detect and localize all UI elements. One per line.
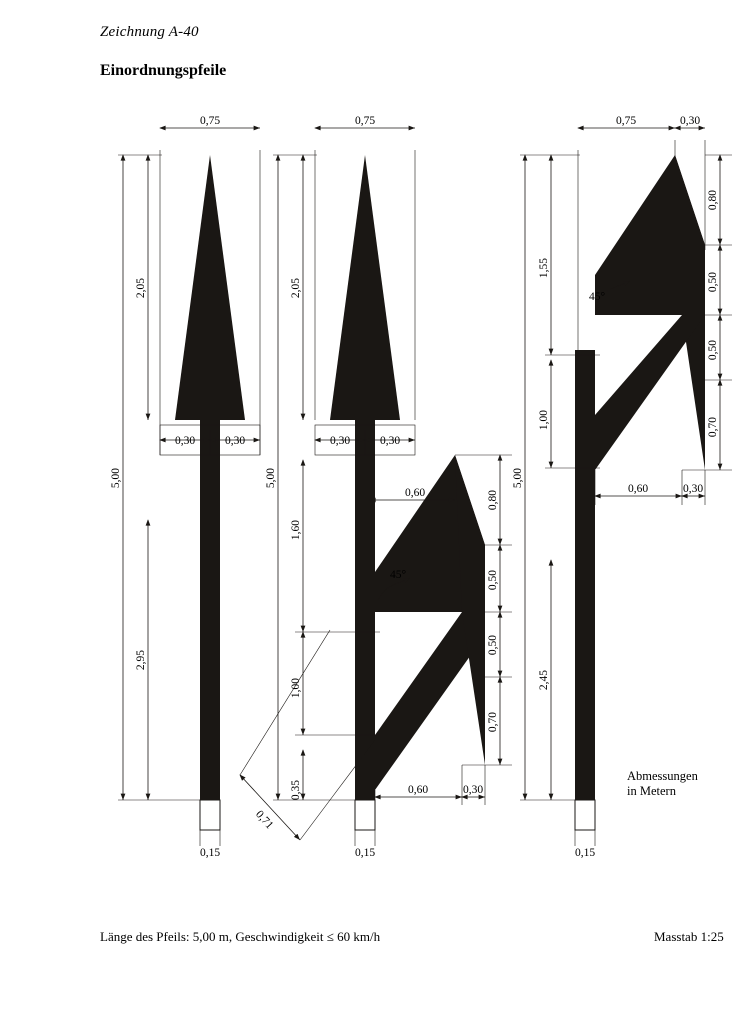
units-note-line2: in Metern bbox=[627, 784, 676, 798]
dim-label-015-f3: 0,15 bbox=[574, 847, 596, 859]
dim-label-071-f2: 0,71 bbox=[253, 808, 276, 832]
angle-label-45-f2: 45° bbox=[389, 569, 407, 581]
dim-label-500-f2: 5,00 bbox=[265, 467, 277, 489]
arrow-stub-turn bbox=[575, 800, 595, 830]
dim-label-070-f2: 0,70 bbox=[487, 711, 499, 733]
dim-label-295-f1: 2,95 bbox=[135, 649, 147, 671]
dim-label-030b-f1: 0,30 bbox=[224, 435, 246, 447]
dim-label-030-lower-f2: 0,30 bbox=[462, 784, 484, 796]
dim-label-015-f2: 0,15 bbox=[354, 847, 376, 859]
dim-label-060-f3: 0,60 bbox=[627, 483, 649, 495]
dim-label-030b-f2: 0,30 bbox=[379, 435, 401, 447]
dim-label-205-f2: 2,05 bbox=[290, 277, 302, 299]
dim-label-500-f3: 5,00 bbox=[512, 467, 524, 489]
page-title: Einordnungspfeile bbox=[100, 62, 227, 79]
arrow-head-straight bbox=[175, 155, 245, 420]
dim-label-500-f1: 5,00 bbox=[110, 467, 122, 489]
dim-label-050b-f2: 0,50 bbox=[487, 634, 499, 656]
arrow-stub-combined bbox=[355, 800, 375, 830]
dim-label-060-lower-f2: 0,60 bbox=[407, 784, 429, 796]
dim-label-075-f3: 0,75 bbox=[615, 115, 637, 127]
dim-label-100-f3: 1,00 bbox=[538, 409, 550, 431]
units-note-line1: Abmessungen bbox=[627, 769, 698, 783]
dim-label-070-f3: 0,70 bbox=[707, 416, 719, 438]
dim-label-035-f2: 0,35 bbox=[290, 779, 302, 801]
arrow-head-combined bbox=[330, 155, 400, 420]
arrow-stub-straight bbox=[200, 800, 220, 830]
dim-label-030a-f2: 0,30 bbox=[329, 435, 351, 447]
dim-label-160-f2: 1,60 bbox=[290, 519, 302, 541]
dim-label-050b-f3: 0,50 bbox=[707, 339, 719, 361]
dim-label-075-f1: 0,75 bbox=[199, 115, 221, 127]
dim-label-205-f1: 2,05 bbox=[135, 277, 147, 299]
arrow-shaft-combined bbox=[355, 420, 375, 800]
dim-label-100-f2: 1,00 bbox=[290, 677, 302, 699]
dim-label-080-f3: 0,80 bbox=[707, 189, 719, 211]
dim-label-030a-f1: 0,30 bbox=[174, 435, 196, 447]
footer-right-text: Masstab 1:25 bbox=[654, 929, 724, 944]
dim-label-155-f3: 1,55 bbox=[538, 257, 550, 279]
arrow-shaft-straight bbox=[200, 420, 220, 800]
dim-label-075-f2: 0,75 bbox=[354, 115, 376, 127]
dim-label-030-top-f3: 0,30 bbox=[679, 115, 701, 127]
drawing-number: Zeichnung A-40 bbox=[100, 24, 199, 40]
dim-label-015-f1: 0,15 bbox=[199, 847, 221, 859]
dim-label-080-f2: 0,80 bbox=[487, 489, 499, 511]
dim-label-050a-f2: 0,50 bbox=[487, 569, 499, 591]
dim-label-050a-f3: 0,50 bbox=[707, 271, 719, 293]
dim-label-030-bottom-f3: 0,30 bbox=[682, 483, 704, 495]
arrow-body-turn bbox=[595, 155, 705, 470]
dim-label-245-f3: 2,45 bbox=[538, 669, 550, 691]
dim-label-060-upper-f2: 0,60 bbox=[404, 487, 426, 499]
figure-straight-arrow bbox=[175, 155, 245, 830]
dims-figure-turn bbox=[512, 115, 732, 859]
dims-figure-straight bbox=[110, 115, 260, 859]
angle-label-45-f3: 45° bbox=[588, 291, 606, 303]
footer-left-text: Länge des Pfeils: 5,00 m, Geschwindigkeit ≤ 60 km/h bbox=[100, 929, 381, 944]
arrow-knee-turn bbox=[575, 350, 595, 470]
